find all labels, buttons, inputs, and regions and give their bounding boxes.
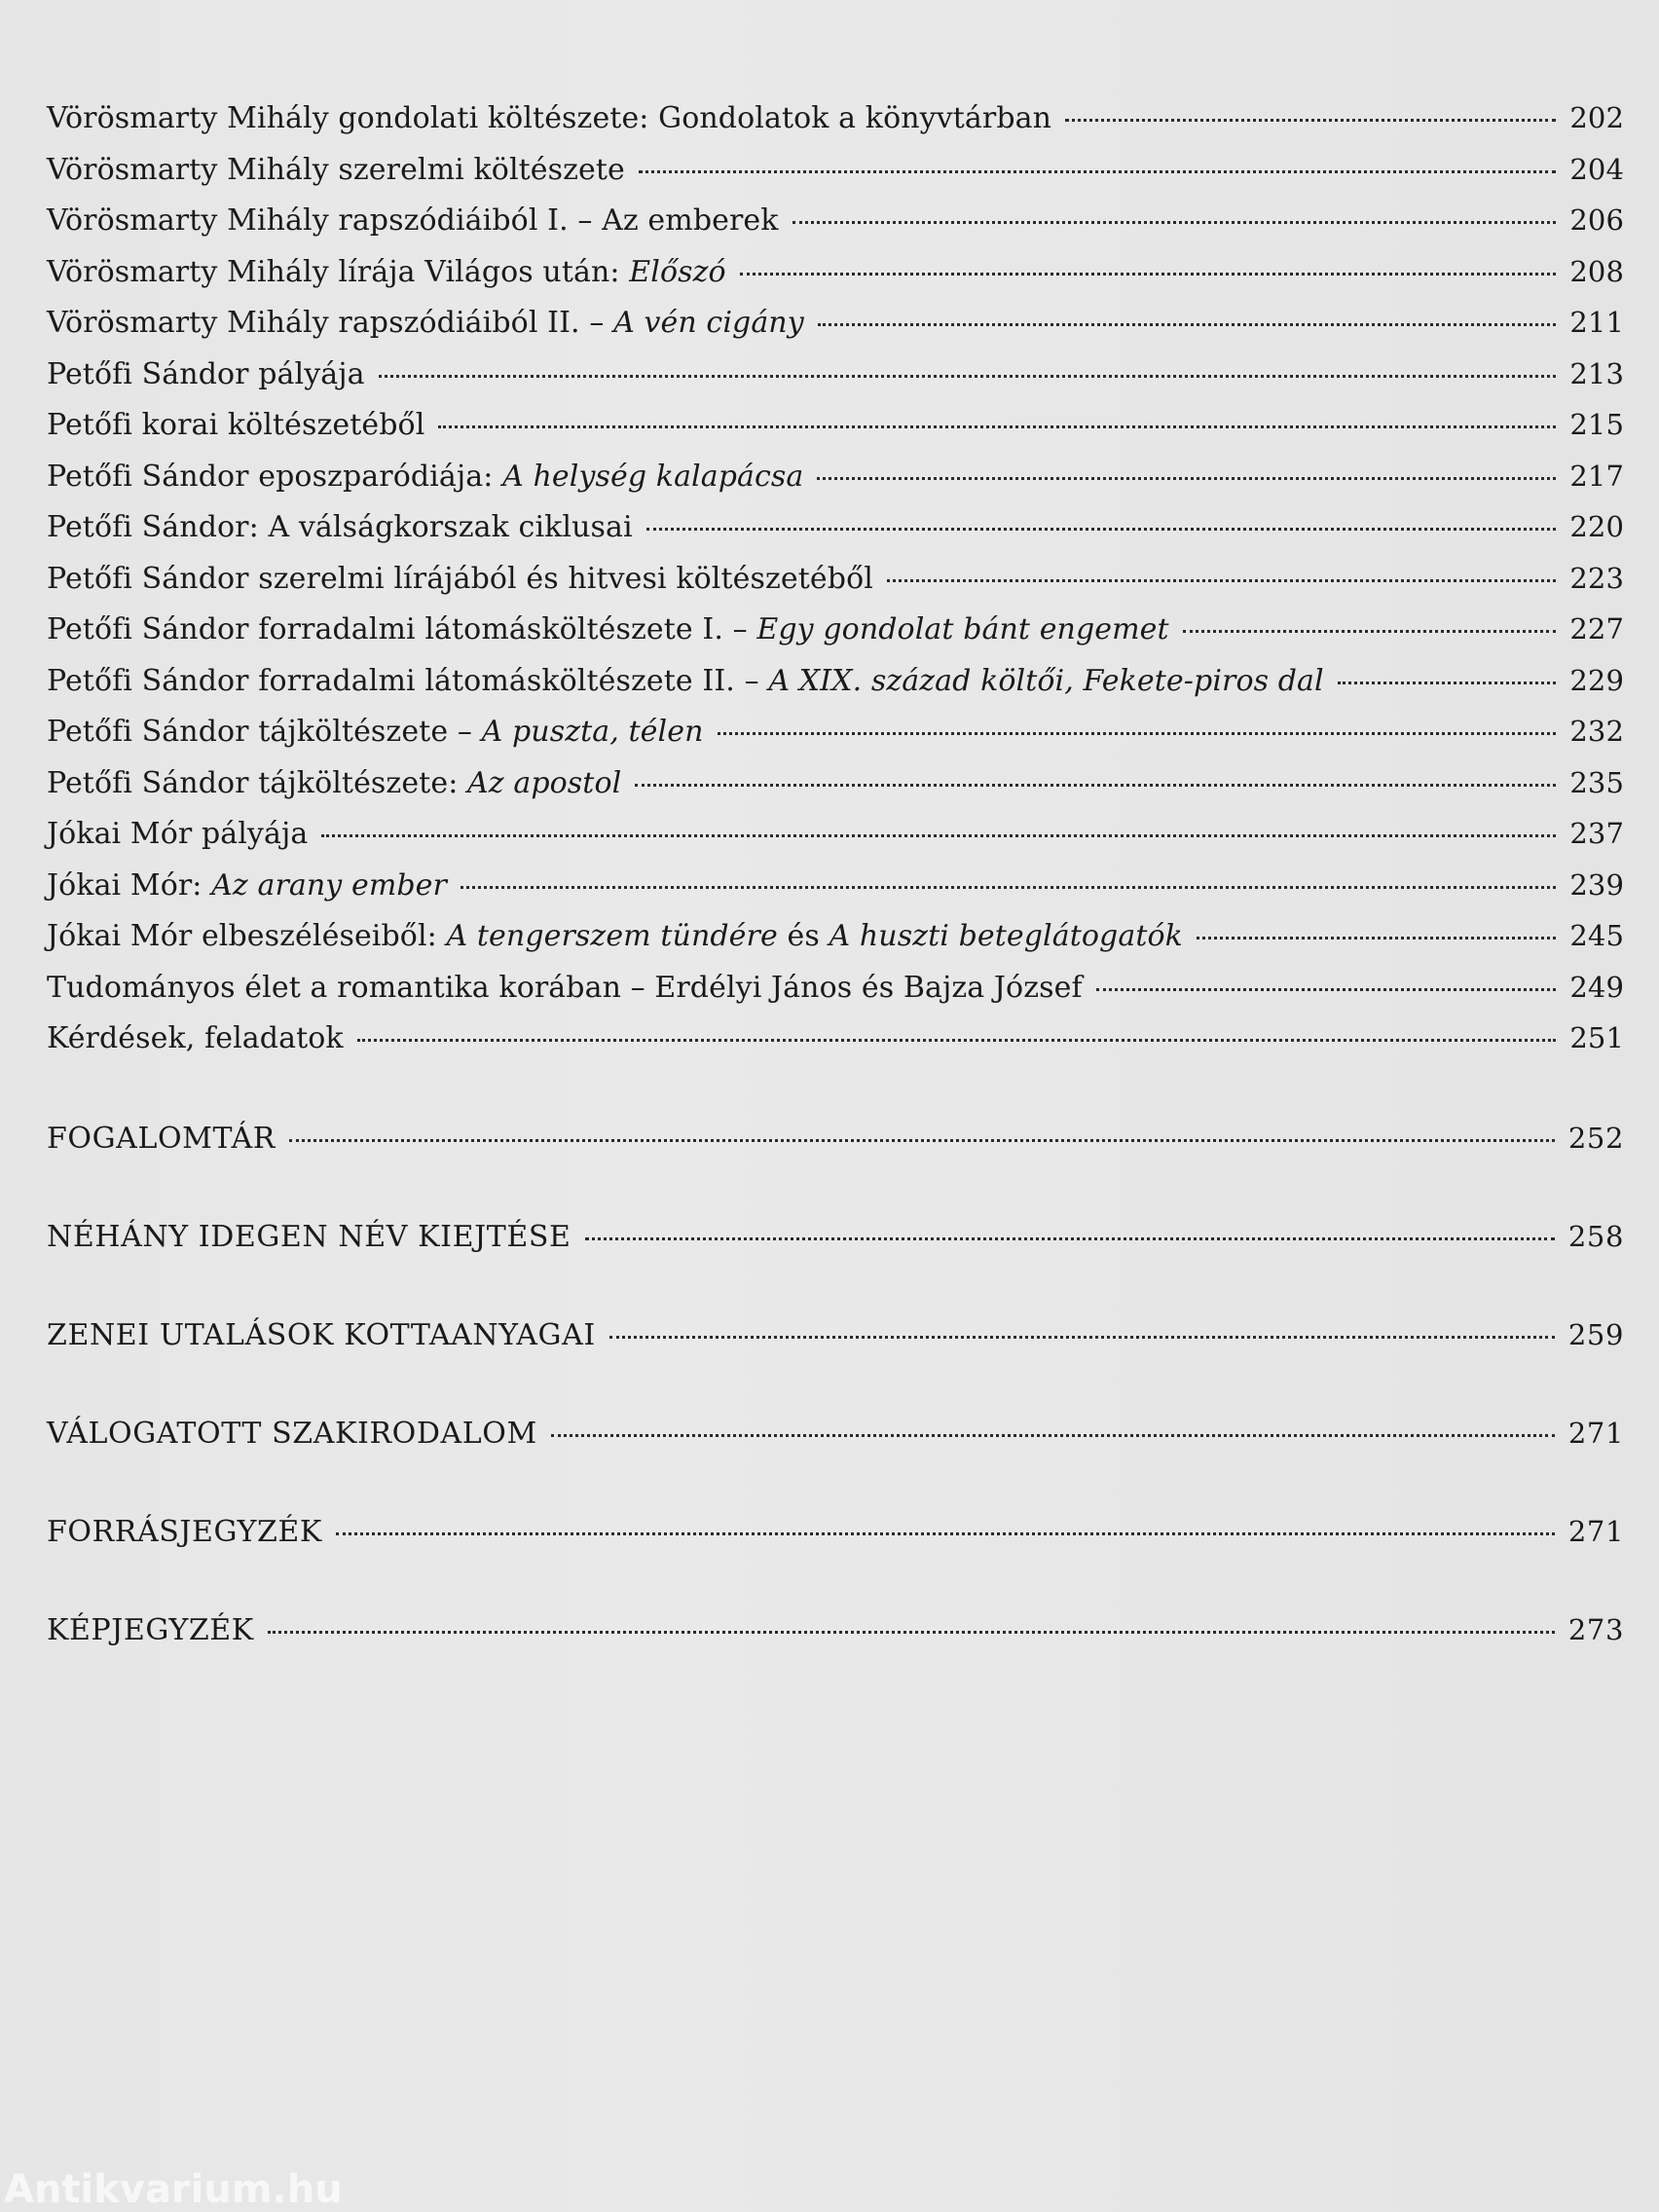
section-title: FORRÁSJEGYZÉK <box>47 1515 322 1549</box>
toc-page-number: 202 <box>1569 101 1624 134</box>
toc-title-italic: A tengerszem tündére <box>446 919 778 953</box>
toc-title: Petőfi korai költészetéből <box>47 408 425 442</box>
section-page-number: 271 <box>1567 1515 1624 1548</box>
toc-title: Jókai Mór pályája <box>47 817 309 851</box>
toc-page-number: 204 <box>1569 152 1624 186</box>
toc-title-italic: A helység kalapácsa <box>502 459 804 494</box>
toc-title-italic: A XIX. század költői, Fekete-piros dal <box>768 663 1324 698</box>
toc-title-italic: Az arany ember <box>211 867 447 903</box>
toc-row <box>47 408 1624 460</box>
section-row <box>47 1515 1624 1613</box>
section-row <box>47 1220 1624 1318</box>
leader-dots <box>1183 630 1557 633</box>
toc-title-italic: A huszti beteglátogatók <box>829 919 1183 953</box>
toc-title: Vörösmarty Mihály szerelmi költészete <box>47 152 625 187</box>
toc-row <box>47 868 1624 920</box>
toc-page-number: 232 <box>1569 715 1624 748</box>
section-row <box>47 1122 1624 1220</box>
toc-row <box>47 612 1624 664</box>
watermark: Antikvarium.hu <box>4 2167 343 2212</box>
leader-dots <box>1065 119 1556 122</box>
toc-title: Vörösmarty Mihály rapszódiáiból I. – Az emberek <box>47 203 779 238</box>
toc-title: Petőfi Sándor eposzparódiája: A helység kalapácsa <box>47 459 804 494</box>
toc-row <box>47 460 1624 511</box>
toc-page-number: 229 <box>1569 663 1624 697</box>
section-title: NÉHÁNY IDEGEN NÉV KIEJTÉSE <box>47 1220 571 1254</box>
leader-dots <box>718 732 1557 735</box>
toc-row <box>47 1021 1624 1073</box>
leader-dots <box>1197 937 1556 940</box>
leader-dots <box>817 477 1556 480</box>
toc-title-italic: A vén cigány <box>613 306 804 340</box>
toc-page-number: 235 <box>1569 765 1624 799</box>
section-page-number: 271 <box>1567 1417 1624 1450</box>
leader-dots <box>379 375 1557 378</box>
toc-page-number: 211 <box>1569 306 1624 339</box>
toc-title: Petőfi Sándor forradalmi látomásköltészete II. – A XIX. század költői, Fekete-piros dal <box>47 663 1324 698</box>
leader-dots <box>336 1532 1555 1535</box>
toc-title: Petőfi Sándor tájköltészete – A puszta, télen <box>47 715 704 749</box>
toc-page-number: 217 <box>1569 459 1624 493</box>
toc-row <box>47 203 1624 255</box>
toc-page-number: 206 <box>1569 203 1624 237</box>
section-title: VÁLOGATOTT SZAKIRODALOM <box>47 1417 537 1451</box>
leader-dots <box>461 886 1556 889</box>
toc-title: Jókai Mór: Az arany ember <box>47 867 447 903</box>
section-page-number: 252 <box>1567 1122 1624 1155</box>
section-page-number: 259 <box>1567 1318 1624 1351</box>
toc-row <box>47 101 1624 153</box>
toc-page-number: 239 <box>1569 867 1624 902</box>
toc-title: Vörösmarty Mihály gondolati költészete: Gondolatok a könyvtárban <box>47 101 1052 135</box>
toc-title: Vörösmarty Mihály rapszódiáiból II. – A vén cigány <box>47 306 804 340</box>
leader-dots <box>609 1336 1555 1339</box>
leader-dots <box>793 221 1557 224</box>
section-page-number: 273 <box>1567 1613 1624 1646</box>
toc-title: Vörösmarty Mihály lírája Világos után: Előszó <box>47 254 726 289</box>
toc-title: Petőfi Sándor pályája <box>47 356 365 391</box>
section-row <box>47 1417 1624 1515</box>
toc-page-number: 208 <box>1569 254 1624 288</box>
toc-page-number: 227 <box>1569 612 1624 645</box>
toc-row <box>47 510 1624 562</box>
toc-row <box>47 919 1624 971</box>
toc-page-number: 237 <box>1569 817 1624 850</box>
toc-page-number: 213 <box>1569 356 1624 390</box>
leader-dots <box>438 425 1556 428</box>
leader-dots <box>740 273 1557 276</box>
toc-sections <box>47 1122 1624 1712</box>
toc-title-italic: Az apostol <box>467 765 622 800</box>
leader-dots <box>1338 682 1557 684</box>
toc-page-number: 245 <box>1569 919 1624 952</box>
leader-dots <box>887 579 1556 582</box>
toc-title-italic: A puszta, télen <box>481 715 704 749</box>
leader-dots <box>1096 988 1557 991</box>
toc-row <box>47 715 1624 766</box>
toc-title: Petőfi Sándor tájköltészete: Az apostol <box>47 765 622 800</box>
leader-dots <box>585 1237 1555 1240</box>
toc-title: Petőfi Sándor: A válságkorszak ciklusai <box>47 510 633 544</box>
toc-title: Petőfi Sándor forradalmi látomásköltészete I. – Egy gondolat bánt engemet <box>47 612 1169 646</box>
leader-dots <box>289 1139 1555 1142</box>
toc-title-italic: Előszó <box>629 254 726 289</box>
toc-page-number: 251 <box>1569 1021 1624 1054</box>
toc-row <box>47 664 1624 716</box>
section-title: FOGALOMTÁR <box>47 1122 276 1156</box>
toc-row <box>47 971 1624 1022</box>
leader-dots <box>639 170 1556 173</box>
toc-row <box>47 766 1624 818</box>
leader-dots <box>357 1039 1557 1042</box>
toc-row <box>47 306 1624 357</box>
toc-title: Jókai Mór elbeszéléseiből: A tengerszem tündére és A huszti beteglátogatók <box>47 919 1183 953</box>
leader-dots <box>646 528 1557 531</box>
leader-dots <box>635 784 1556 787</box>
leader-dots <box>551 1434 1555 1437</box>
section-row <box>47 1613 1624 1712</box>
toc-page-number: 249 <box>1569 970 1624 1004</box>
toc-row <box>47 255 1624 307</box>
toc-title: Tudományos élet a romantika korában – Erdélyi János és Bajza József <box>47 970 1083 1005</box>
leader-dots <box>268 1631 1555 1634</box>
leader-dots <box>818 323 1557 326</box>
section-row <box>47 1318 1624 1417</box>
section-title: ZENEI UTALÁSOK KOTTAANYAGAI <box>47 1318 596 1352</box>
toc-row <box>47 562 1624 613</box>
toc-row <box>47 153 1624 204</box>
toc-page-number: 220 <box>1569 510 1624 543</box>
leader-dots <box>321 834 1556 837</box>
toc-title-italic: Egy gondolat bánt engemet <box>756 612 1169 646</box>
toc-page-number: 223 <box>1569 561 1624 595</box>
toc-entries <box>47 101 1624 1073</box>
toc-title: Petőfi Sándor szerelmi lírájából és hitvesi költészetéből <box>47 561 873 596</box>
section-page-number: 258 <box>1567 1220 1624 1253</box>
toc-row <box>47 357 1624 409</box>
toc-page-number: 215 <box>1569 408 1624 441</box>
toc-title: Kérdések, feladatok <box>47 1021 344 1055</box>
section-title: KÉPJEGYZÉK <box>47 1613 254 1647</box>
toc-row <box>47 817 1624 868</box>
